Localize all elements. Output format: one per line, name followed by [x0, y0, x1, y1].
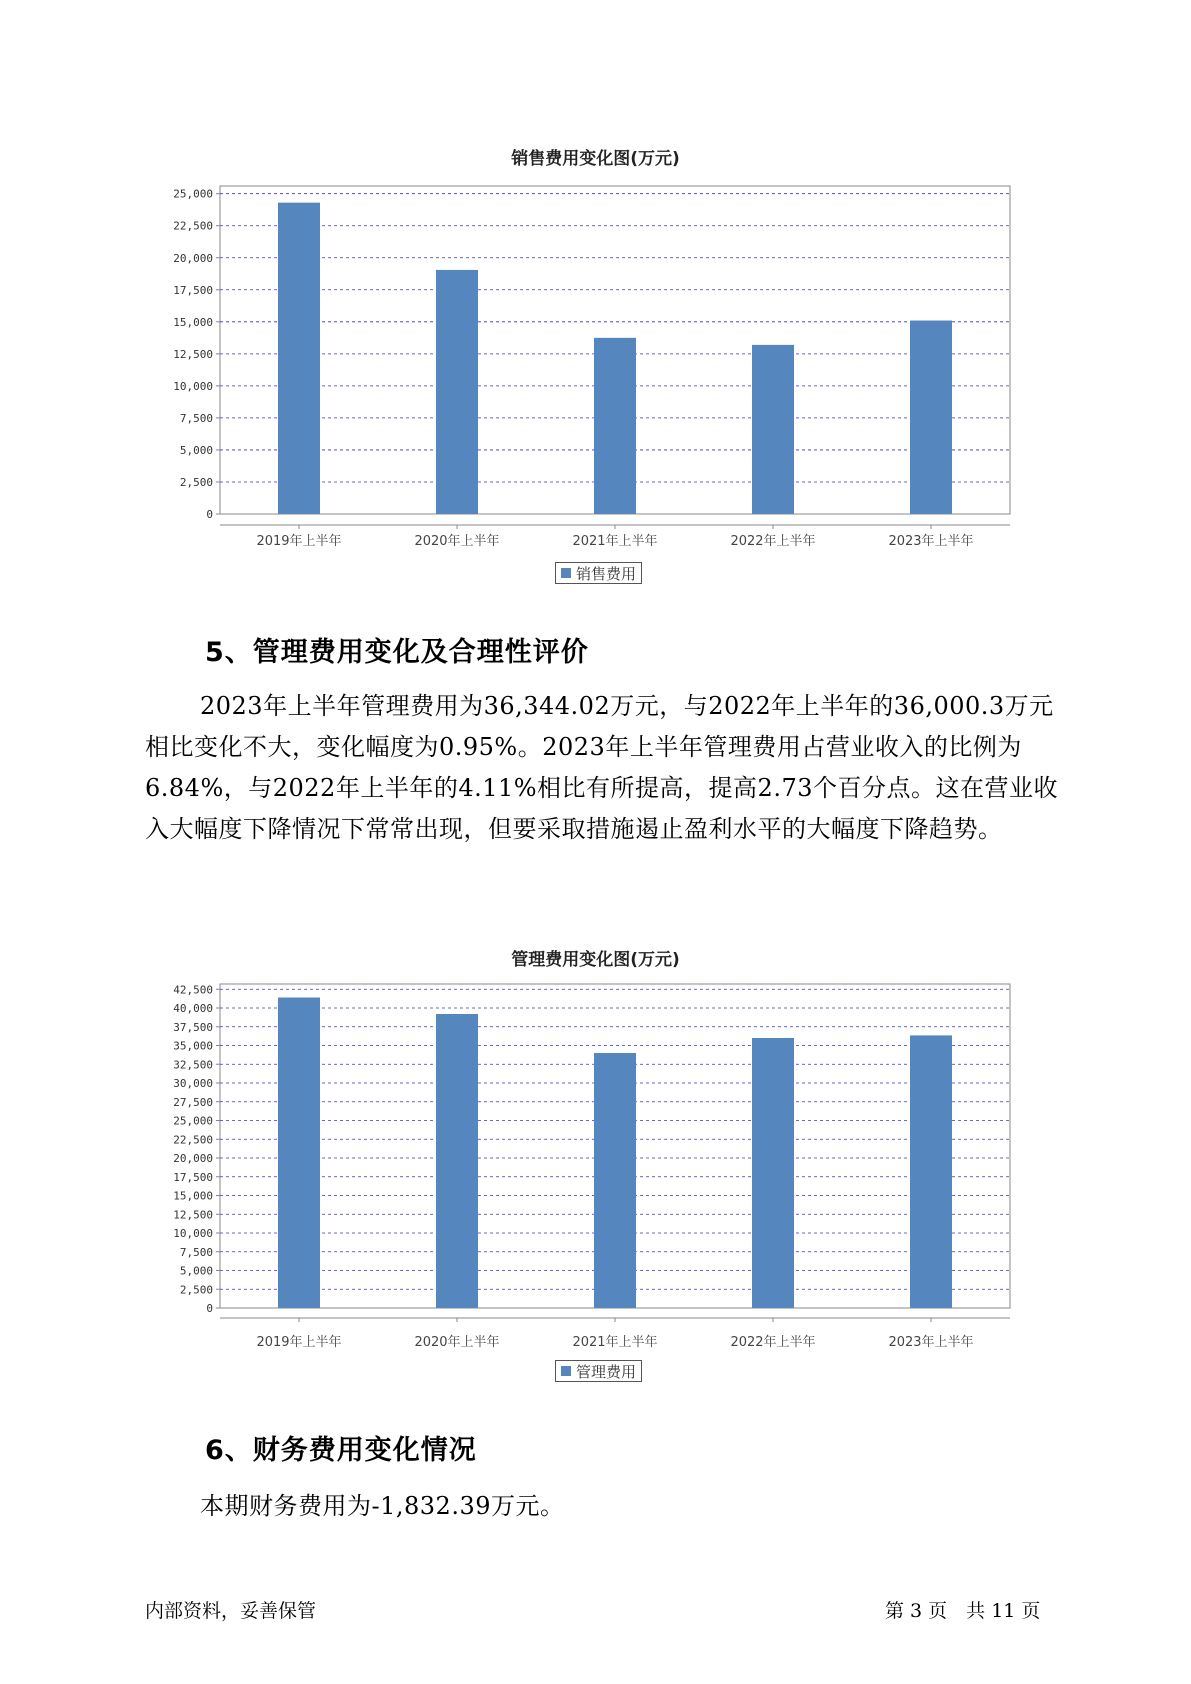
y-tick-label: 17,500: [173, 283, 213, 297]
x-tick-label: 2022年上半年: [730, 534, 816, 549]
footer-page-number: 第 3 页 共 11 页: [885, 1600, 1041, 1622]
bar: [910, 321, 952, 514]
sales-chart-title: 销售费用变化图(万元): [511, 149, 680, 169]
section6-heading: 6、财务费用变化情况: [205, 1435, 477, 1466]
y-tick-label: 2,500: [179, 475, 213, 489]
bar: [752, 345, 794, 514]
legend-swatch: [561, 568, 571, 578]
sales-chart-legend: [555, 562, 642, 584]
y-tick-label: 27,500: [173, 1095, 213, 1109]
y-tick-label: 5,000: [179, 443, 213, 457]
y-tick-label: 10,000: [173, 379, 213, 393]
y-tick-label: 20,000: [173, 1152, 213, 1165]
mgmt-chart-title: 管理费用变化图(万元): [511, 950, 680, 970]
y-tick-label: 42,500: [173, 983, 213, 997]
bar: [436, 270, 478, 514]
y-tick-label: 5,000: [179, 1264, 213, 1278]
x-tick-label: 2021年上半年: [572, 534, 658, 549]
y-tick-label: 10,000: [173, 1227, 213, 1240]
y-tick-label: 7,500: [179, 1245, 213, 1259]
y-tick-label: 15,000: [173, 315, 213, 329]
section5-paragraph: 2023年上半年管理费用为36,344.02万元，与2022年上半年的36,000.3万元相比变化不大，变化幅度为0.95%。2023年上半年管理费用占营业收入的比例为6.84%，与2022年上半年的4.11%相比有所提高，提高2.73个百分点。这在营业收入大幅度下降情况下常常出现，但要采取措施遏止盈利水平的大幅度下降趋势。: [145, 692, 1058, 843]
section5-heading: 5、管理费用变化及合理性评价: [205, 637, 589, 668]
bar: [594, 1053, 636, 1308]
y-tick-label: 40,000: [173, 1002, 213, 1015]
y-tick-label: 12,500: [173, 1208, 213, 1222]
management-expense-chart: [0, 968, 1191, 1348]
y-tick-label: 12,500: [173, 347, 213, 361]
y-tick-label: 37,500: [173, 1020, 213, 1034]
y-tick-label: 22,500: [173, 219, 213, 233]
x-tick-label: 2022年上半年: [730, 1335, 816, 1350]
x-tick-label: 2019年上半年: [256, 534, 342, 549]
x-tick-label: 2023年上半年: [888, 534, 974, 549]
bar: [278, 203, 320, 514]
y-tick-label: 15,000: [173, 1189, 213, 1203]
sales-expense-chart: [0, 170, 1191, 549]
y-tick-label: 2,500: [179, 1283, 213, 1297]
y-tick-label: 0: [206, 508, 213, 521]
y-tick-label: 20,000: [173, 251, 213, 265]
y-tick-label: 25,000: [173, 1114, 213, 1128]
legend-swatch: [561, 1366, 571, 1376]
x-tick-label: 2020年上半年: [414, 1335, 500, 1350]
legend-label: 管理费用: [576, 1362, 637, 1381]
bar: [752, 1038, 794, 1308]
bar: [910, 1035, 952, 1308]
bar: [278, 998, 320, 1309]
x-tick-label: 2021年上半年: [572, 1335, 658, 1350]
x-tick-label: 2023年上半年: [888, 1335, 974, 1350]
mgmt-chart-legend: [555, 1360, 642, 1382]
y-tick-label: 32,500: [173, 1058, 213, 1072]
y-tick-label: 22,500: [173, 1133, 213, 1147]
y-tick-label: 35,000: [173, 1039, 213, 1053]
y-tick-label: 0: [206, 1302, 213, 1315]
y-tick-label: 25,000: [173, 187, 213, 201]
bar: [436, 1014, 478, 1308]
y-tick-label: 17,500: [173, 1170, 213, 1184]
footer-confidential: 内部资料，妥善保管: [145, 1600, 317, 1622]
legend-label: 销售费用: [576, 564, 637, 583]
x-tick-label: 2019年上半年: [256, 1335, 342, 1350]
x-tick-label: 2020年上半年: [414, 534, 500, 549]
y-tick-label: 7,500: [179, 411, 213, 425]
bar: [594, 338, 636, 514]
y-tick-label: 30,000: [173, 1077, 213, 1090]
section6-paragraph: 本期财务费用为-1,832.39万元。: [200, 1492, 565, 1520]
